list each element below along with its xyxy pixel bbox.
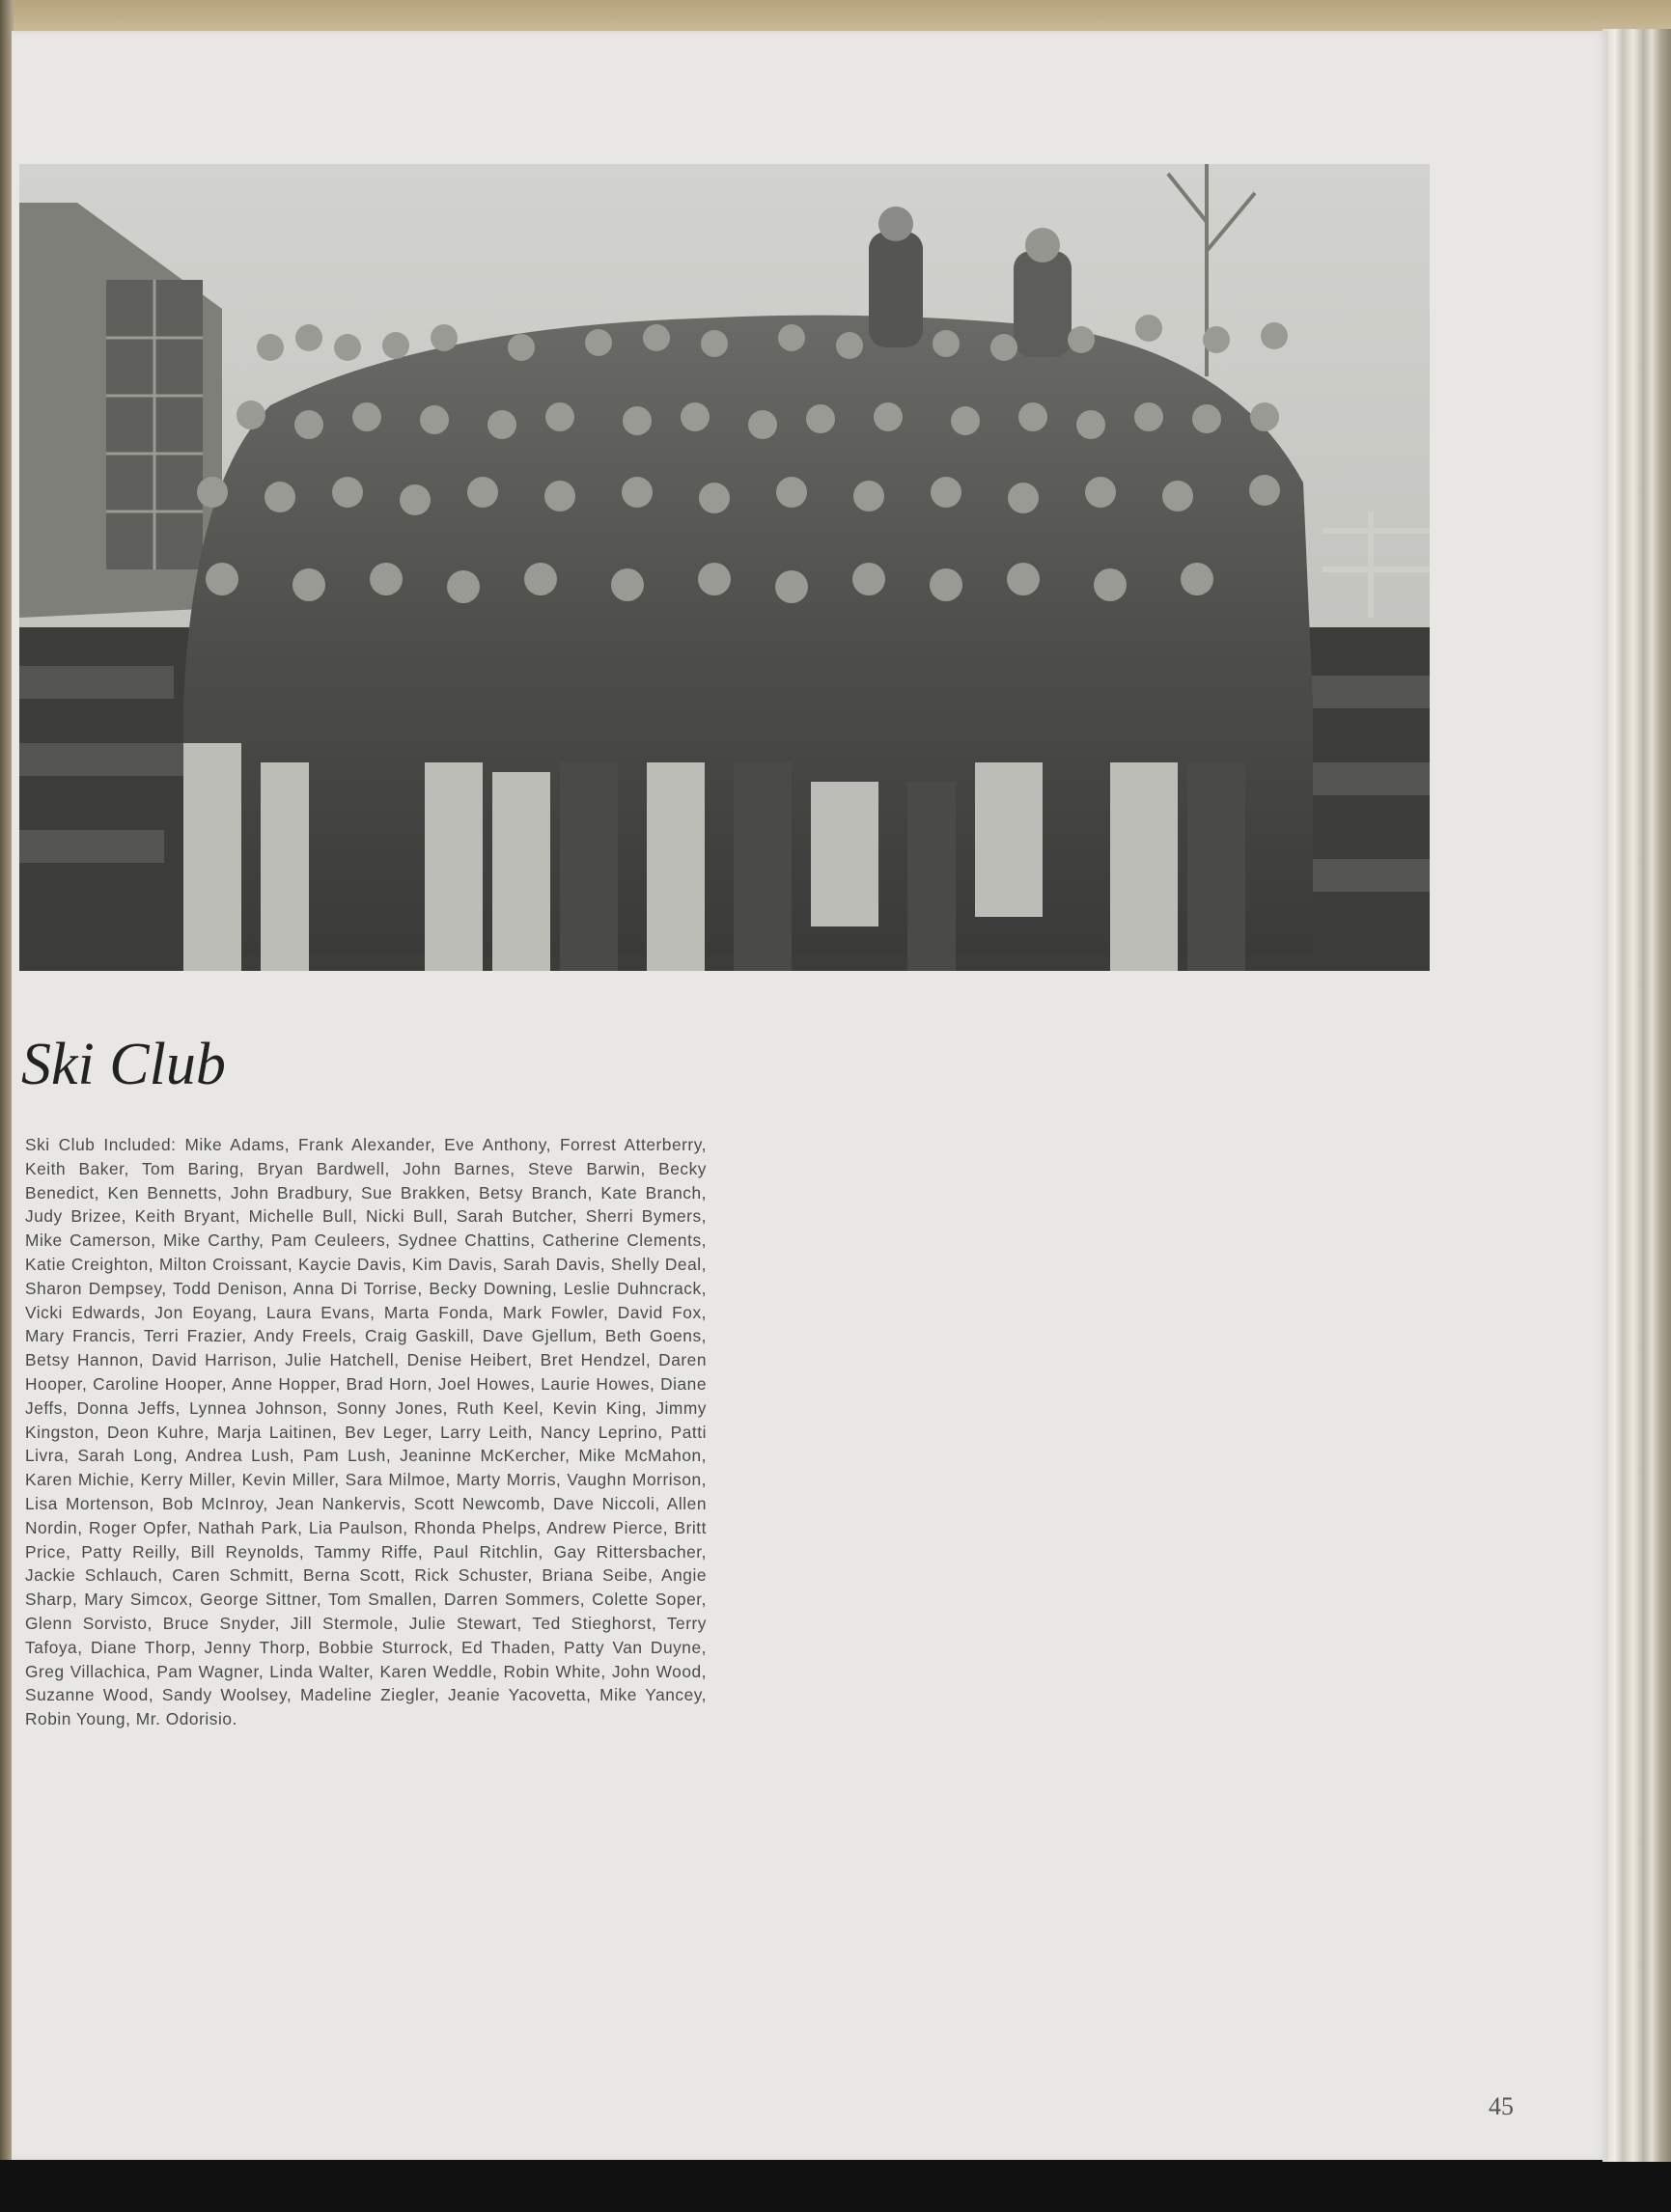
- page-heading: Ski Club: [21, 1032, 226, 1097]
- member-roster: Ski Club Included: Mike Adams, Frank Alexander, Eve Anthony, Forrest Atterberry, Keith Baker, Tom Baring, Bryan Bardwell, John Barnes, Steve Barwin, Becky Benedict, Ken Bennetts, John Bradbury, Sue Brakken, Betsy Branch, Kate Branch, Judy Brizee, Keith Bryant, Michelle Bull, Nicki Bull, Sarah Butcher, Sherri Bymers, Mike Camerson, Mike Carthy, Pam Ceuleers, Sydnee Chattins, Catherine Clements, Katie Creighton, Milton Croissant, Kaycie Davis, Kim Davis, Sarah Davis, Shelly Deal, Sharon Dempsey, Todd Denison, Anna Di Torrise, Becky Downing, Leslie Duhncrack, Vicki Edwards, Jon Eoyang, Laura Evans, Marta Fonda, Mark Fowler, David Fox, Mary Francis, Terri Frazier, Andy Freels, Craig Gaskill, Dave Gjellum, Beth Goens, Betsy Hannon, David Harrison, Julie Hatchell, Denise Heibert, Bret Hendzel, Daren Hooper, Caroline Hooper, Anne Hopper, Brad Horn, Joel Howes, Laurie Howes, Diane Jeffs, Donna Jeffs, Lynnea Johnson, Sonny Jones, Ruth Keel, Kevin King, Jimmy Kingston, Deon Kuhre, Marja Laitinen, Bev Leger, Larry Leith, Nancy Leprino, Patti Livra, Sarah Long, Andrea Lush, Pam Lush, Jeaninne McKercher, Mike McMahon, Karen Michie, Kerry Miller, Kevin Miller, Sara Milmoe, Marty Morris, Vaughn Morrison, Lisa Mortenson, Bob McInroy, Jean Nankervis, Scott Newcomb, Dave Niccoli, Allen Nordin, Roger Opfer, Nathah Park, Lia Paulson, Rhonda Phelps, Andrew Pierce, Britt Price, Patty Reilly, Bill Reynolds, Tammy Riffe, Paul Ritchlin, Gay Rittersbacher, Jackie Schlauch, Caren Schmitt, Berna Scott, Rick Schuster, Briana Seibe, Angie Sharp, Mary Simcox, George Sittner, Tom Smallen, Darren Sommers, Colette Soper, Glenn Sorvisto, Bruce Snyder, Jill Stermole, Julie Stewart, Ted Stieghorst, Terry Tafoya, Diane Thorp, Jenny Thorp, Bobbie Sturrock, Ed Thaden, Patty Van Duyne, Greg Villachica, Pam Wagner, Linda Walter, Karen Weddle, Robin White, John Wood, Suzanne Wood, Sandy Woolsey, Madeline Ziegler, Jeanie Yacovetta, Mike Yancey, Robin Young, Mr. Odorisio.: [25, 1135, 707, 1729]
- scan-background-bottom: [0, 2160, 1671, 2212]
- group-photo: [19, 164, 1430, 971]
- group-photo-illustration: [19, 164, 1430, 971]
- yearbook-page: [12, 31, 1608, 2160]
- book-page-edges: [1602, 29, 1671, 2162]
- page-number: 45: [1489, 2092, 1514, 2120]
